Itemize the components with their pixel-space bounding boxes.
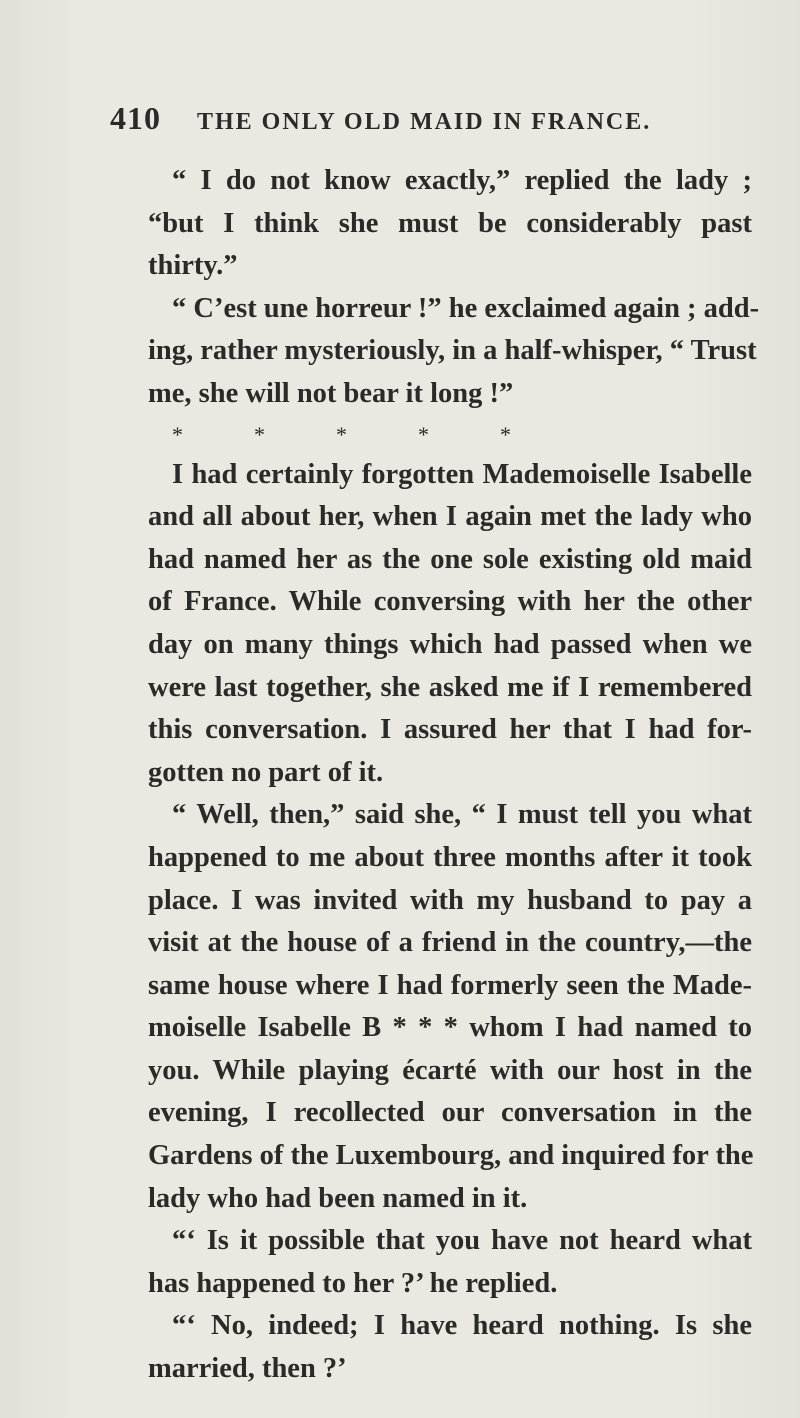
text-line: “ I do not know exactly,” replied the lady ; [172, 165, 752, 196]
text-line: visit at the house of a friend in the country,—the [148, 927, 752, 959]
text-line: “‘ No, indeed; I have heard nothing. Is she [172, 1310, 752, 1342]
text-block-2 [148, 454, 752, 1391]
section-separator [148, 416, 752, 454]
separator-asterisk: * [418, 421, 429, 447]
text-line: I had certainly forgotten Mademoiselle Isabelle [172, 458, 752, 490]
running-head [110, 100, 750, 150]
text-line: this conversation. I assured her that I had for- [148, 714, 752, 746]
separator-asterisk: * [172, 421, 183, 447]
running-title: THE ONLY OLD MAID IN FRANCE. [197, 109, 652, 135]
text-line: had named her as the one sole existing old maid [148, 543, 752, 575]
text-line: happened to me about three months after it took [148, 841, 752, 873]
separator-asterisk: * [336, 421, 347, 447]
separator-asterisk: * [254, 421, 265, 447]
text-line: moiselle Isabelle B * * * whom I had named to [148, 1012, 752, 1044]
body-text [148, 160, 760, 1391]
text-line: and all about her, when I again met the lady who [148, 501, 752, 533]
text-line: were last together, she asked me if I remembered [148, 671, 752, 703]
text-line: “ C’est une horreur !” he exclaimed again ; add- [172, 292, 760, 324]
text-line: you. While playing écarté with our host in the [148, 1054, 752, 1086]
text-line: day on many things which had passed when we [148, 628, 752, 660]
text-line: same house where I had formerly seen the Made- [148, 969, 752, 1001]
text-line: “ Well, then,” said she, “ I must tell you what [172, 799, 752, 831]
text-block-1 [148, 160, 760, 416]
text-line: “but I think she must be considerably past [148, 207, 752, 239]
text-line: gotten no part of it. [148, 756, 384, 788]
text-line: of France. While conversing with her the other [148, 586, 752, 618]
text-line: ing, rather mysteriously, in a half-whisper, “ Trust [148, 335, 757, 367]
text-line: lady who had been named in it. [148, 1182, 528, 1214]
text-line: me, she will not bear it long !” [148, 377, 514, 409]
separator-asterisk: * [500, 421, 511, 447]
text-line: evening, I recollected our conversation in the [148, 1097, 752, 1129]
text-line: “‘ Is it possible that you have not heard what [172, 1225, 752, 1257]
text-line: place. I was invited with my husband to pay a [148, 884, 752, 916]
text-line: has happened to her ?’ he replied. [148, 1267, 558, 1299]
text-line: married, then ?’ [148, 1353, 347, 1385]
text-line: Gardens of the Luxembourg, and inquired for the [148, 1140, 754, 1172]
page-number: 410 [110, 100, 161, 136]
text-line: thirty.” [148, 250, 238, 282]
